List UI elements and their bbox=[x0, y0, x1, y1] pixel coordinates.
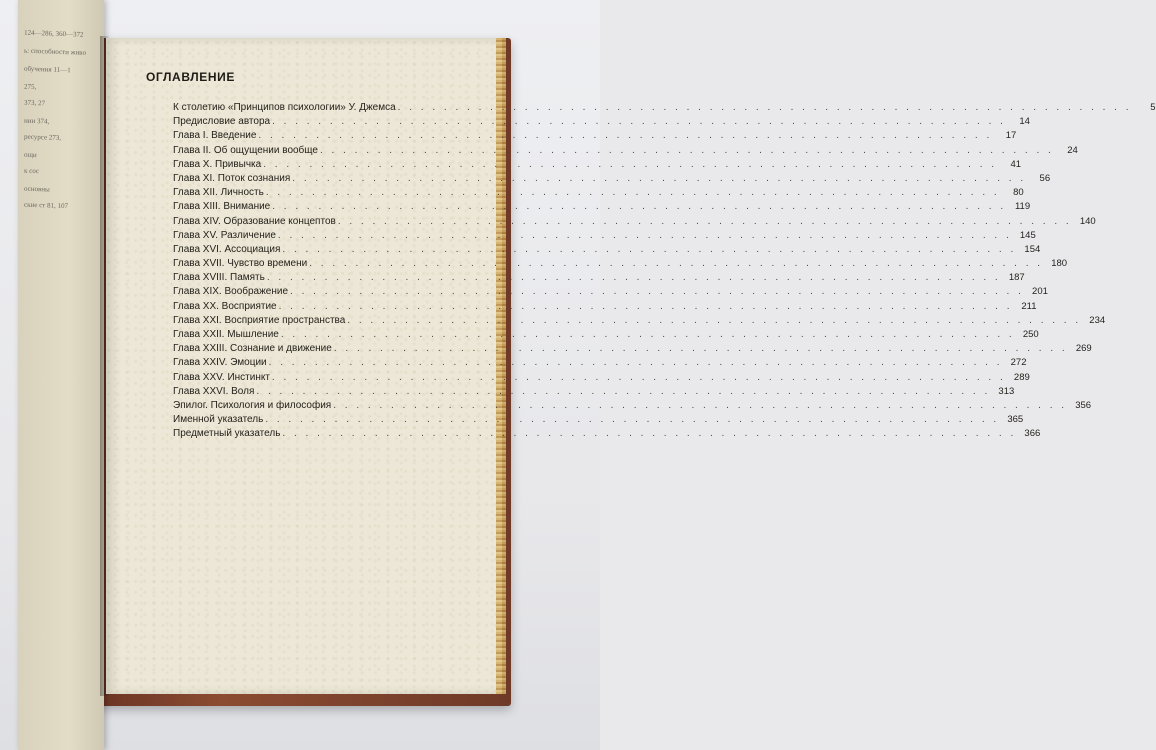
toc-entry bbox=[173, 272, 1025, 286]
toc-dot-leader bbox=[263, 414, 1001, 425]
toc-entry bbox=[173, 158, 1022, 173]
toc-entry-title: Глава XXV. Инстинкт bbox=[173, 371, 270, 383]
toc-dot-leader bbox=[318, 145, 1056, 156]
toc-entry bbox=[173, 428, 1041, 442]
toc-dot-leader bbox=[331, 400, 1069, 411]
left-page-text-line: ресурсе 273, bbox=[23, 132, 62, 142]
toc-dot-leader bbox=[290, 173, 1028, 184]
left-page-text-line: 373, 27 bbox=[23, 98, 46, 108]
toc-entry-page-number: 272 bbox=[1010, 357, 1027, 369]
toc-entry bbox=[173, 286, 1048, 300]
toc-entry-page-number: 41 bbox=[1010, 158, 1022, 170]
toc-entry-title: К столетию «Принципов психологии» У. Джемса bbox=[173, 102, 396, 113]
toc-dot-leader bbox=[396, 102, 1134, 113]
toc-entry-title: Глава XXII. Мышление bbox=[173, 329, 279, 340]
toc-entry-title: Глава XV. Различение bbox=[173, 229, 276, 241]
toc-entry-title: Глава XIX. Воображение bbox=[173, 286, 289, 298]
toc-entry-title: Предметный указатель bbox=[173, 428, 281, 440]
toc-entry-page-number: 17 bbox=[1005, 130, 1017, 142]
toc-entry bbox=[173, 144, 1078, 159]
toc-entry bbox=[173, 116, 1030, 130]
toc-entry bbox=[173, 357, 1027, 371]
toc-entry bbox=[173, 414, 1024, 428]
toc-entry bbox=[173, 343, 1092, 357]
toc-entry-page-number: 234 bbox=[1089, 314, 1106, 326]
toc-dot-leader bbox=[307, 258, 1045, 269]
toc-entry-page-number: 201 bbox=[1032, 286, 1048, 298]
toc-entry-title: Именной указатель bbox=[173, 414, 264, 426]
toc-entry-title: Глава XVI. Ассоциация bbox=[173, 243, 281, 255]
toc-entry-page-number: 119 bbox=[1014, 201, 1031, 213]
toc-dot-leader bbox=[264, 187, 1002, 198]
toc-entry-page-number: 365 bbox=[1007, 414, 1024, 426]
left-page-text-line: ские ст 81, 107 bbox=[23, 200, 69, 211]
toc-dot-leader bbox=[267, 357, 1005, 368]
toc-entry-page-number: 211 bbox=[1021, 300, 1037, 312]
left-page-text-line: обучения 11—1 bbox=[23, 64, 71, 75]
toc-dot-leader bbox=[279, 329, 1017, 340]
toc-entry bbox=[173, 130, 1017, 144]
toc-entry bbox=[173, 329, 1039, 343]
left-page bbox=[18, 0, 104, 750]
toc-dot-leader bbox=[276, 230, 1014, 241]
toc-entry bbox=[173, 300, 1037, 315]
toc-entry-page-number: 250 bbox=[1022, 329, 1039, 340]
toc-entry-title: Глава XII. Личность bbox=[173, 187, 264, 199]
toc-entry-title: Предисловие автора bbox=[173, 116, 271, 128]
toc-entry-page-number: 313 bbox=[998, 385, 1015, 397]
toc-dot-leader bbox=[270, 372, 1008, 383]
toc-entry-page-number: 5 bbox=[1150, 102, 1156, 113]
toc-entry-page-number: 154 bbox=[1024, 243, 1041, 255]
left-page-text-line: ощи bbox=[23, 150, 37, 160]
toc-dot-leader bbox=[261, 159, 999, 170]
toc-entry-page-number: 289 bbox=[1013, 371, 1030, 383]
toc-dot-leader bbox=[332, 343, 1070, 354]
toc-heading: ОГЛАВЛЕНИЕ bbox=[146, 70, 236, 84]
toc-dot-leader bbox=[265, 272, 1003, 283]
toc-entry-title: Глава XX. Восприятие bbox=[173, 300, 277, 312]
toc-entry-title: Глава XVII. Чувство времени bbox=[173, 258, 308, 270]
toc-list bbox=[173, 102, 1156, 443]
left-page-text-line: 275, bbox=[23, 82, 37, 92]
toc-entry-page-number: 356 bbox=[1075, 399, 1092, 411]
toc-entry-title: Глава X. Привычка bbox=[173, 158, 262, 170]
toc-entry-page-number: 145 bbox=[1019, 229, 1036, 241]
toc-entry-page-number: 269 bbox=[1075, 343, 1092, 355]
toc-entry bbox=[173, 399, 1092, 414]
toc-entry-page-number: 140 bbox=[1079, 215, 1096, 227]
toc-dot-leader bbox=[280, 428, 1018, 439]
toc-entry-title: Глава XXIV. Эмоции bbox=[173, 357, 267, 369]
left-page-text-line: основны bbox=[23, 184, 50, 194]
toc-dot-leader bbox=[288, 286, 1026, 297]
toc-entry bbox=[173, 314, 1106, 329]
toc-dot-leader bbox=[270, 201, 1008, 212]
toc-entry-page-number: 14 bbox=[1019, 116, 1030, 128]
toc-entry-title: Глава XIII. Внимание bbox=[173, 201, 271, 213]
toc-entry-page-number: 24 bbox=[1067, 144, 1078, 156]
toc-dot-leader bbox=[280, 244, 1018, 255]
toc-entry bbox=[173, 243, 1041, 258]
toc-entry-title: Глава XXI. Восприятие пространства bbox=[173, 314, 346, 326]
toc-dot-leader bbox=[256, 130, 994, 141]
toc-entry-title: Глава XVIII. Память bbox=[173, 272, 265, 284]
toc-entry bbox=[173, 385, 1015, 400]
left-page-text-line: к сос bbox=[23, 166, 40, 176]
toc-entry-page-number: 56 bbox=[1039, 172, 1051, 184]
toc-entry-title: Глава XI. Поток сознания bbox=[173, 172, 291, 184]
toc-entry bbox=[173, 258, 1068, 272]
toc-entry bbox=[173, 201, 1031, 215]
toc-entry-page-number: 187 bbox=[1008, 272, 1025, 284]
toc-entry-title: Глава I. Введение bbox=[173, 130, 257, 142]
toc-entry bbox=[173, 371, 1030, 386]
toc-dot-leader bbox=[336, 216, 1074, 227]
toc-entry bbox=[173, 102, 1156, 116]
toc-dot-leader bbox=[254, 386, 992, 397]
left-page-text-line: нии 374, bbox=[23, 116, 50, 126]
toc-entry bbox=[173, 215, 1096, 230]
toc-entry bbox=[173, 229, 1036, 244]
toc-entry-page-number: 180 bbox=[1051, 258, 1068, 270]
left-page-text-line: 124—286, 360—372 bbox=[23, 28, 84, 39]
toc-entry-title: Глава XIV. Образование концептов bbox=[173, 215, 336, 227]
toc-entry-title: Глава II. Об ощущении вообще bbox=[173, 144, 318, 156]
toc-entry-page-number: 366 bbox=[1024, 428, 1041, 440]
toc-entry bbox=[173, 172, 1051, 187]
toc-entry bbox=[173, 187, 1024, 201]
toc-entry-page-number: 80 bbox=[1013, 187, 1024, 199]
toc-dot-leader bbox=[277, 301, 1015, 312]
toc-entry-title: Глава XXIII. Сознание и движение bbox=[173, 343, 332, 355]
left-page-text-line: ь: способности живо bbox=[23, 46, 87, 57]
toc-entry-title: Эпилог. Психология и философия bbox=[173, 399, 332, 411]
toc-dot-leader bbox=[270, 116, 1008, 127]
toc-dot-leader bbox=[345, 315, 1083, 326]
toc-entry-title: Глава XXVI. Воля bbox=[173, 385, 255, 397]
